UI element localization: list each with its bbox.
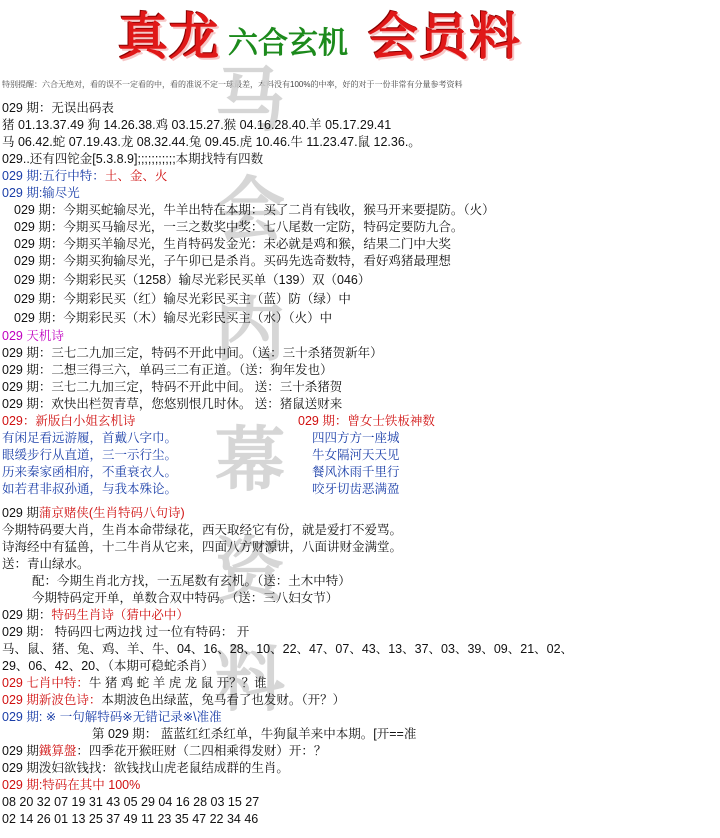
- text-line-l42: [92, 726, 416, 743]
- text-segment: ：四季花开猴旺财（二四相乘得发财）开：？: [76, 744, 327, 758]
- text-line-l18: [2, 396, 342, 413]
- watermark-char: 马: [215, 58, 285, 141]
- text-line-l3: [2, 134, 421, 151]
- text-segment: 029 期：今期买羊输尽光，生肖特码发金光：未必就是鸡和猴，结果二门中大奖: [14, 237, 451, 251]
- text-segment: 029 期:特码在其中 100%: [2, 778, 141, 792]
- banner-title-right: 会员料: [368, 7, 521, 66]
- text-line-l4: [2, 151, 263, 168]
- text-line-l20: [298, 413, 435, 430]
- text-segment: 029 期：: [2, 608, 52, 622]
- text-line-l39: [2, 675, 267, 692]
- text-segment: 029 期：二想三得三六，单码三二有正道。（送：狗年发也）: [2, 363, 333, 377]
- text-segment: 029 期：今期买蛇输尽光，牛羊出特在本期：买了二肖有钱收，猴马开来要提防。（火）: [14, 203, 495, 217]
- text-line-l26: [312, 464, 400, 481]
- text-line-l34: [32, 590, 338, 607]
- text-line-l35: [2, 607, 189, 624]
- text-line-l11: [14, 272, 370, 289]
- text-line-l47: [2, 811, 258, 828]
- banner-title-mid: 六合玄机: [228, 26, 348, 61]
- text-segment: 如若君非叔孙通，与我本殊论。: [2, 482, 178, 496]
- text-line-l31: [2, 539, 402, 556]
- text-segment: 有闲足看远游履，首戴八字巾。: [2, 431, 178, 445]
- text-line-l27: [2, 481, 177, 498]
- text-segment: 四四方方一座城: [312, 431, 400, 445]
- text-segment: 029..还有四铊金[5.3.8.9];;;;;;;;;;;本期找特有四数: [2, 152, 264, 166]
- text-segment: 029 期：今期买马输尽光，一三之数奖中奖：七八尾数一定防，特码定要防九合。: [14, 220, 464, 234]
- text-line-l46: [2, 794, 259, 811]
- text-segment: 诗海经中有猛兽，十二牛肖从它来，四面八方财源讲，八面讲财金满堂。: [2, 540, 403, 554]
- disclaimer-text: 特别提醒：六合无绝对，看的误不一定看的中，看的准说不定一球最差，本料没有100%的中率，好的对于一份非常有分量参考资料: [2, 80, 463, 89]
- watermark-char: 幕: [215, 418, 285, 501]
- text-segment: 第 029 期： 蓝蓝红红杀红单，牛狗鼠羊来中本期。[开==准: [92, 727, 417, 741]
- text-line-l14: [2, 328, 64, 345]
- text-line-l21: [2, 430, 177, 447]
- text-segment: 29、06、42、20、（本期可稳蛇杀肖）: [2, 659, 214, 673]
- text-segment: 02 14 26 01 13 25 37 49 11 23 35 47 22 34 46: [2, 812, 259, 826]
- text-line-l2: [2, 117, 391, 134]
- text-line-l13: [14, 310, 332, 327]
- text-segment: 今期特码定开单，单数合双中特码。（送：三八妇女节）: [32, 591, 339, 605]
- text-segment: 029 期：今期彩民买（红）输尽光彩民买主（蓝）防（绿）中: [14, 292, 351, 306]
- text-line-l44: [2, 760, 289, 777]
- text-segment: 029 期：三七二九加三定，特码不开此中间。（送：三十杀猪贺新年）: [2, 346, 383, 360]
- text-segment: 029 期： 特码四七两边找 过一位有特码： 开: [2, 625, 250, 639]
- text-segment: 029 期:五行中特：: [2, 169, 105, 183]
- text-line-l8: [14, 219, 463, 236]
- text-segment: 马 06.42.蛇 07.19.43.龙 08.32.44.兔 09.45.虎 10.46.牛 11.23.47.鼠 12.36.。: [2, 135, 421, 149]
- text-line-l24: [312, 447, 400, 464]
- header-banner: [0, 0, 720, 78]
- text-segment: 配：今期生肖北方找，一五尾数有玄机。（送：土木中特）: [32, 574, 351, 588]
- text-segment: 029 期:输尽光: [2, 186, 80, 200]
- text-segment: 马、鼠、猪、兔、鸡、羊、牛、04、16、28、10、22、47、07、43、13、37、03、39、09、21、02、: [2, 642, 574, 656]
- text-line-l15: [2, 345, 383, 362]
- text-segment: 029 期：今期彩民买（1258）输尽光彩民买单（139）双（046）: [14, 273, 371, 287]
- text-segment: 眼缓步行从直道，三一示行尘。: [2, 448, 178, 462]
- text-line-l10: [14, 253, 451, 270]
- watermark-char: 资: [215, 528, 285, 611]
- text-segment: 08 20 32 07 19 31 43 05 29 04 16 28 03 15 27: [2, 795, 260, 809]
- text-segment: 029 期：今期彩民买（木）输尽光彩民买主（水）（火）中: [14, 311, 333, 325]
- text-segment: 鐵算盤: [38, 744, 77, 758]
- text-line-l32: [2, 556, 90, 573]
- text-segment: 餐风沐雨千里行: [312, 465, 400, 479]
- text-segment: 历来秦家函相府，不重衰衣人。: [2, 465, 178, 479]
- text-segment: 029 期：无误出码表: [2, 101, 114, 115]
- text-segment: 猪 01.13.37.49 狗 14.26.38.鸡 03.15.27.猴 04.16.28.40.羊 05.17.29.41: [2, 118, 392, 132]
- watermark-char: 料: [215, 638, 285, 721]
- text-line-l30: [2, 522, 402, 539]
- text-line-l25: [2, 464, 177, 481]
- text-line-l38: [2, 658, 214, 675]
- text-line-l28: [312, 481, 400, 498]
- text-segment: 咬牙切齿恶满盈: [312, 482, 400, 496]
- text-line-l1: [2, 100, 114, 117]
- text-segment: 029 期: [2, 506, 39, 520]
- text-segment: 029 七肖中特：: [2, 676, 89, 690]
- text-line-l43: [2, 743, 326, 760]
- text-line-l6: [2, 185, 80, 202]
- text-segment: 牛女隔河天天见: [312, 448, 400, 462]
- text-line-l19: [2, 413, 135, 430]
- text-segment: 029 期: ※ 一句解特码※无错记录※\准准: [2, 710, 222, 724]
- text-line-l45: [2, 777, 140, 794]
- text-line-l36: [2, 624, 249, 641]
- text-line-l12: [14, 291, 351, 308]
- text-segment: 029 天机诗: [2, 329, 64, 343]
- text-segment: 029 期新波色诗：: [2, 693, 102, 707]
- text-segment: 土、金、火: [104, 169, 168, 183]
- text-segment: 本期波色出绿蓝，兔马看了也发财。（开？）: [101, 693, 346, 707]
- text-line-l41: [2, 709, 222, 726]
- text-segment: 牛 猪 鸡 蛇 羊 虎 龙 鼠 开？？谁: [88, 676, 267, 690]
- text-line-l40: [2, 692, 345, 709]
- text-segment: 029：新版白小姐玄机诗: [2, 414, 136, 428]
- text-line-l9: [14, 236, 451, 253]
- text-segment: 送：青山绿水。: [2, 557, 90, 571]
- text-segment: 029 期: [2, 744, 39, 758]
- text-line-l5: [2, 168, 167, 185]
- text-segment: 特码生肖诗（猜中必中）: [51, 608, 189, 622]
- text-line-l29: [2, 505, 185, 522]
- text-segment: 029 期：三七二九加三定，特码不开此中间。 送：三十杀猪贺: [2, 380, 343, 394]
- text-segment: 今期特码要大肖，生肖本命带绿花，西天取经它有份，就是爱打不爱骂。: [2, 523, 403, 537]
- text-segment: 029 期：曾女士铁板神数: [298, 414, 435, 428]
- text-line-l23: [2, 447, 177, 464]
- text-segment: 029 期：欢快出栏贺青草，您悠别恨几时休。 送：猪鼠送财来: [2, 397, 343, 411]
- banner-title-left: 真龙: [118, 7, 220, 66]
- watermark-char: 内: [215, 288, 285, 371]
- text-line-l37: [2, 641, 573, 658]
- watermark-char: 会: [215, 168, 285, 251]
- text-line-l7: [14, 202, 495, 219]
- text-line-l17: [2, 379, 342, 396]
- text-segment: 029 期：今期买狗输尽光，子午卯已是杀肖。买码先选奇数特，看好鸡猪最理想: [14, 254, 451, 268]
- text-segment: 029 期泼妇欲钱找：欲钱找山虎老鼠结成群的生肖。: [2, 761, 289, 775]
- text-line-l16: [2, 362, 333, 379]
- text-line-l22: [312, 430, 400, 447]
- text-segment: 蒲京赌侠(生肖特码八句诗): [38, 506, 185, 520]
- text-line-l33: [32, 573, 351, 590]
